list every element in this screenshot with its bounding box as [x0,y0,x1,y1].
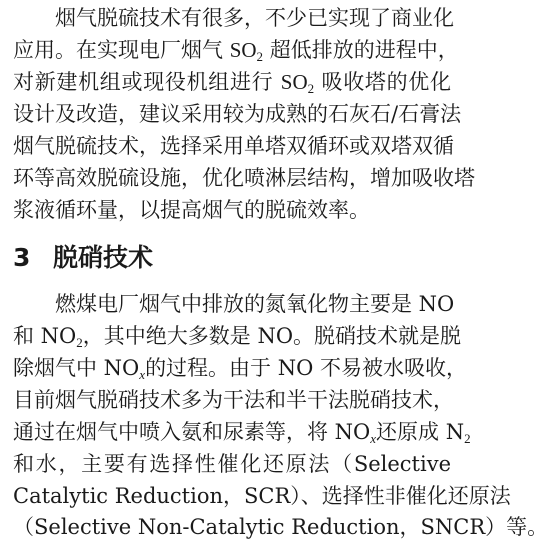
paragraph-1-line-3: 对新建机组或现役机组进行 $SO_2$ 吸收塔的优化 [13,70,451,96]
paragraph-1-line-4: 设计及改造，建议采用较为成熟的石灰石/石膏法 [13,102,462,126]
paragraph-1-line-7: 浆液循环量，以提高烟气的脱硫效率。 [13,198,370,222]
paragraph-1-line-1: 烟气脱硫技术有很多，不少已实现了商业化 [55,6,454,30]
paragraph-2-line-1: 燃煤电厂烟气中排放的氮氧化物主要是 NO [55,292,455,316]
paragraph-2-line-6: 和水，主要有选择性催化还原法（Selective [13,452,451,476]
paragraph-2-line-5: 通过在烟气中喷入氨和尿素等，将 $NO_x$还原成 $N_2$ [13,420,471,446]
paragraph-2-line-7: Catalytic Reduction，SCR）、选择性非催化还原法 [13,484,511,508]
paragraph-2-line-8: （Selective Non-Catalytic Reduction，SNCR）等。 [13,515,548,539]
section-heading [13,238,153,278]
paragraph-1-line-5: 烟气脱硫技术，选择采用单塔双循环或双塔双循 [13,134,454,158]
section-number: 3 [13,243,31,272]
paragraph-2-line-4: 目前烟气脱硝技术多为干法和半干法脱硝技术， [13,388,454,412]
paragraph-1-line-2: 应用。在实现电厂烟气 $SO_2$ 超低排放的进程中， [13,38,459,64]
section-title: 脱硝技术 [53,243,154,272]
paragraph-2-line-2: 和 $NO_2$，其中绝大多数是 NO。脱硝技术就是脱 [13,324,462,350]
paragraph-2-line-3: 除烟气中 $NO_x$的过程。由于 NO 不易被水吸收， [13,356,468,382]
paragraph-1-line-6: 环等高效脱硫设施，优化喷淋层结构，增加吸收塔 [13,166,475,190]
